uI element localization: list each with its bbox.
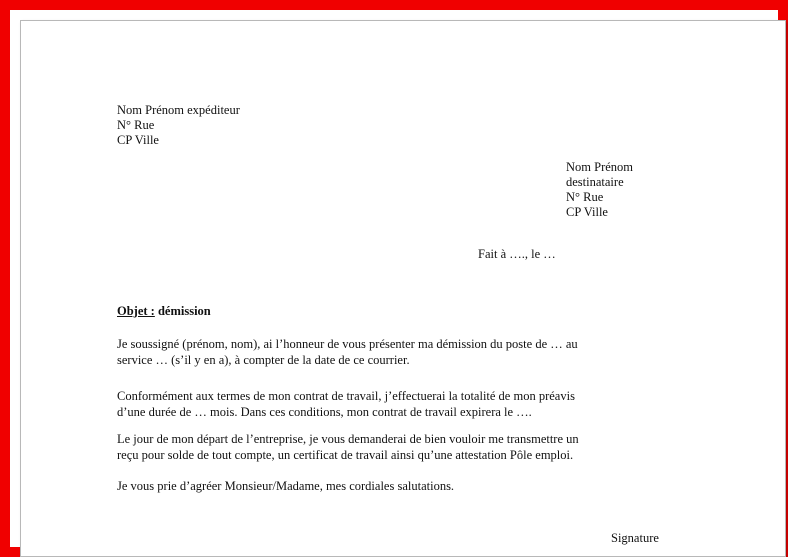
closing-line: Je vous prie d’agréer Monsieur/Madame, mes cordiales salutations. [117,479,455,493]
subject-value: démission [157,304,211,318]
paragraph-2-line-1: Conformément aux termes de mon contrat de travail, j’effectuerai la totalité de mon préavis [117,389,575,403]
paragraph-1-line-2: service … (s’il y en a), à compter de la date de ce courrier. [117,353,410,367]
paragraph-1-line-1: Je soussigné (prénom, nom), ai l’honneur de vous présenter ma démission du poste de … au [117,337,578,351]
recipient-name: Nom Prénom [566,160,634,174]
sender-name: Nom Prénom expéditeur [117,103,240,117]
sender-street: N° Rue [117,118,155,132]
paragraph-3-line-2: reçu pour solde de tout compte, un certificat de travail ainsi qu’une attestation Pôle emploi. [117,448,574,462]
recipient-city: CP Ville [566,205,608,219]
recipient-name-line2: destinataire [566,175,624,189]
subject-line [117,304,211,319]
sender-city: CP Ville [117,133,159,147]
letter-page [20,20,786,557]
signature-label: Signature [611,531,659,545]
paragraph-2-line-2: d’une durée de … mois. Dans ces conditions, mon contrat de travail expirera le …. [117,405,532,419]
place-date: Fait à …., le … [478,247,556,261]
recipient-street: N° Rue [566,190,604,204]
subject-label: Objet : [117,304,155,318]
paragraph-3-line-1: Le jour de mon départ de l’entreprise, je vous demanderai de bien vouloir me transmettre un [117,432,579,446]
